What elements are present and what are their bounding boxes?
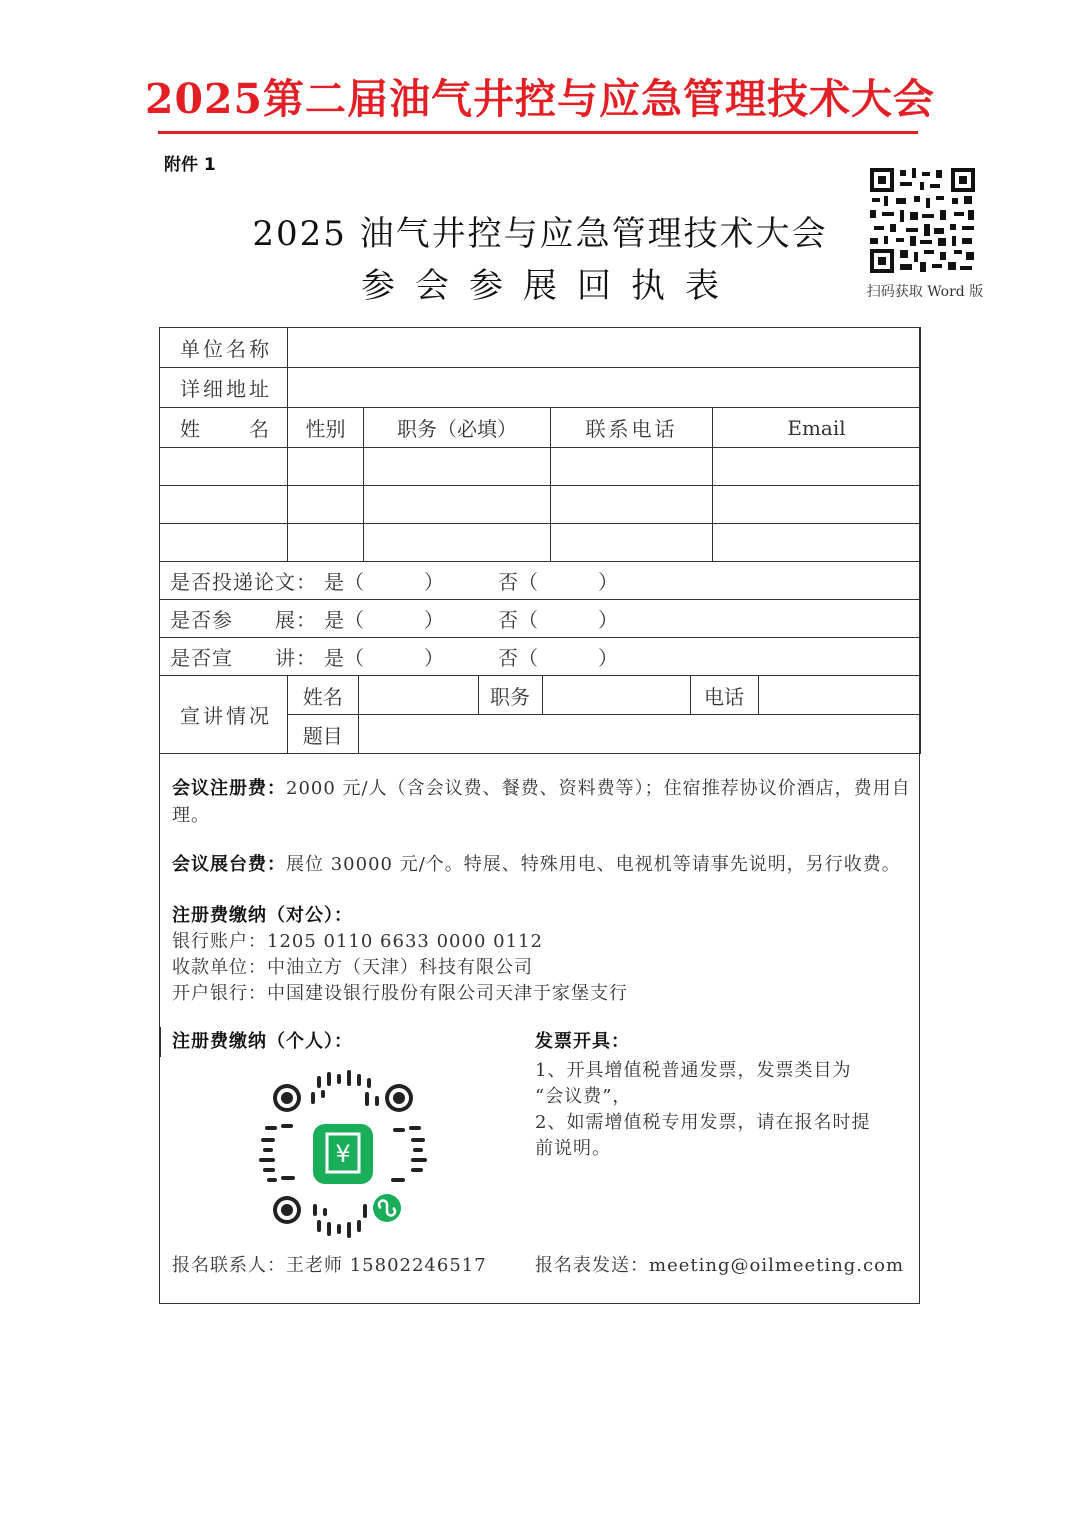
paper-no-option[interactable]: 否（ ）: [498, 570, 618, 594]
registration-fee-text: 2000 元/人（含会议费、餐费、资料费等）；住宿推荐协议价酒店，费用自理。: [172, 778, 911, 826]
booth-fee-label: 会议展台费：: [172, 854, 286, 875]
svg-text:¥: ¥: [335, 1140, 351, 1168]
invoice-line-1a: 1、开具增值税普通发票，发票类目为: [535, 1060, 852, 1081]
speech-position-label: 职务: [478, 676, 542, 714]
registration-fee-label: 会议注册费：: [172, 778, 286, 799]
paper-yes-option[interactable]: 是（ ）: [324, 570, 444, 594]
header-position: 职务（必填）: [364, 408, 551, 448]
exhibit-yes-option[interactable]: 是（ ）: [324, 608, 444, 632]
unit-name-label: 单位名称: [160, 328, 288, 368]
banner-divider: [158, 131, 918, 134]
header-gender: 性别: [288, 408, 364, 448]
form-subtitle: 参会参展回执表: [361, 266, 739, 306]
conference-banner-title: 2025第二届油气井控与应急管理技术大会: [144, 75, 936, 123]
booth-fee-text: 展位 30000 元/个。特展、特殊用电、电视机等请事先说明，另行收费。: [286, 854, 901, 875]
speech-yes-option[interactable]: 是（ ）: [324, 646, 444, 670]
header-phone: 联系电话: [551, 408, 713, 448]
speech-topic-label: 题目: [288, 715, 358, 753]
form-title: 2025 油气井控与应急管理技术大会: [252, 214, 828, 254]
address-label: 详细地址: [160, 368, 288, 408]
invoice-line-2b: 前说明。: [535, 1138, 611, 1159]
speech-no-option[interactable]: 否（ ）: [498, 646, 618, 670]
invoice-line-2a: 2、如需增值税专用发票，请在报名时提: [535, 1112, 871, 1133]
paper-submission-label: 是否投递论文：: [170, 570, 317, 594]
bank-name: 开户银行：中国建设银行股份有限公司天津于家堡支行: [172, 983, 628, 1004]
speech-question-label: 是否宣 讲：: [170, 646, 317, 670]
corporate-payment-title: 注册费缴纳（对公）：: [172, 905, 353, 926]
invoice-line-1b: “会议费”，: [535, 1086, 632, 1107]
speech-name-label: 姓名: [288, 676, 358, 714]
speech-details-label: 宣讲情况: [160, 676, 288, 754]
payment-mini-program-qr-icon[interactable]: [257, 1068, 429, 1240]
exhibit-no-option[interactable]: 否（ ）: [498, 608, 618, 632]
header-name: 姓 名: [160, 408, 288, 448]
qr-caption: 扫码获取 Word 版: [866, 284, 984, 300]
booth-fee-paragraph: [172, 851, 912, 878]
attachment-label: 附件 1: [164, 155, 216, 175]
registration-fee-paragraph: [172, 775, 912, 829]
speech-phone-label: 电话: [690, 676, 758, 714]
submission-email[interactable]: 报名表发送：meeting@oilmeeting.com: [535, 1255, 905, 1276]
payee: 收款单位：中油立方（天津）科技有限公司: [172, 957, 533, 978]
word-download-qr-icon[interactable]: [870, 168, 975, 273]
bank-account: 银行账户：1205 0110 6633 0000 0112: [172, 931, 543, 952]
header-email: Email: [713, 408, 921, 448]
invoice-title: 发票开具：: [535, 1031, 630, 1052]
contact-person: 报名联系人：王老师 15802246517: [172, 1255, 487, 1276]
personal-payment-title: 注册费缴纳（个人）：: [172, 1031, 353, 1052]
margin-marker: [159, 1027, 161, 1057]
exhibit-label: 是否参 展：: [170, 608, 317, 632]
